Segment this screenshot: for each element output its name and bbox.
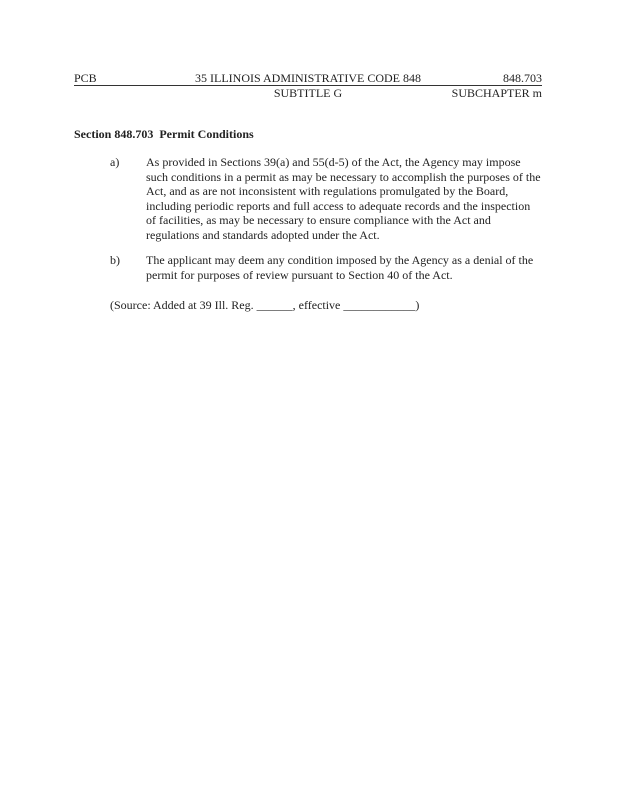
header-code-title: 35 ILLINOIS ADMINISTRATIVE CODE 848 xyxy=(195,71,421,85)
header-subchapter: SUBCHAPTER m xyxy=(451,86,542,100)
subsection-b xyxy=(110,253,542,282)
subsection-text: The applicant may deem any condition imposed by the Agency as a denial of the permit for purposes of review pursuant to Section 40 of the Act. xyxy=(146,253,534,282)
source-note: (Source: Added at 39 Ill. Reg. ______, effective ____________) xyxy=(110,298,420,312)
running-header-line2 xyxy=(74,86,542,100)
header-subtitle: SUBTITLE G xyxy=(273,86,343,100)
subsection-label: b) xyxy=(110,253,120,267)
header-section-number: 848.703 xyxy=(503,71,542,85)
section-heading xyxy=(74,127,254,141)
section-number: Section 848.703 xyxy=(74,127,154,141)
header-agency: PCB xyxy=(74,71,97,85)
subsection-label: a) xyxy=(110,155,120,169)
subsection-a xyxy=(110,155,542,243)
subsection-text: As provided in Sections 39(a) and 55(d-5) of the Act, the Agency may impose such conditions in a permit as may be necessary to accomplish the purposes of the Act, and as are not inconsistent with regulations promulgated by the Board, including periodic reports and full access to adequate records and the inspection of facilities, as may be necessary to ensure compliance with the Act and regulations and standards adopted under the Act. xyxy=(146,155,541,242)
running-header-line1 xyxy=(74,71,542,86)
section-title: Permit Conditions xyxy=(159,127,254,141)
